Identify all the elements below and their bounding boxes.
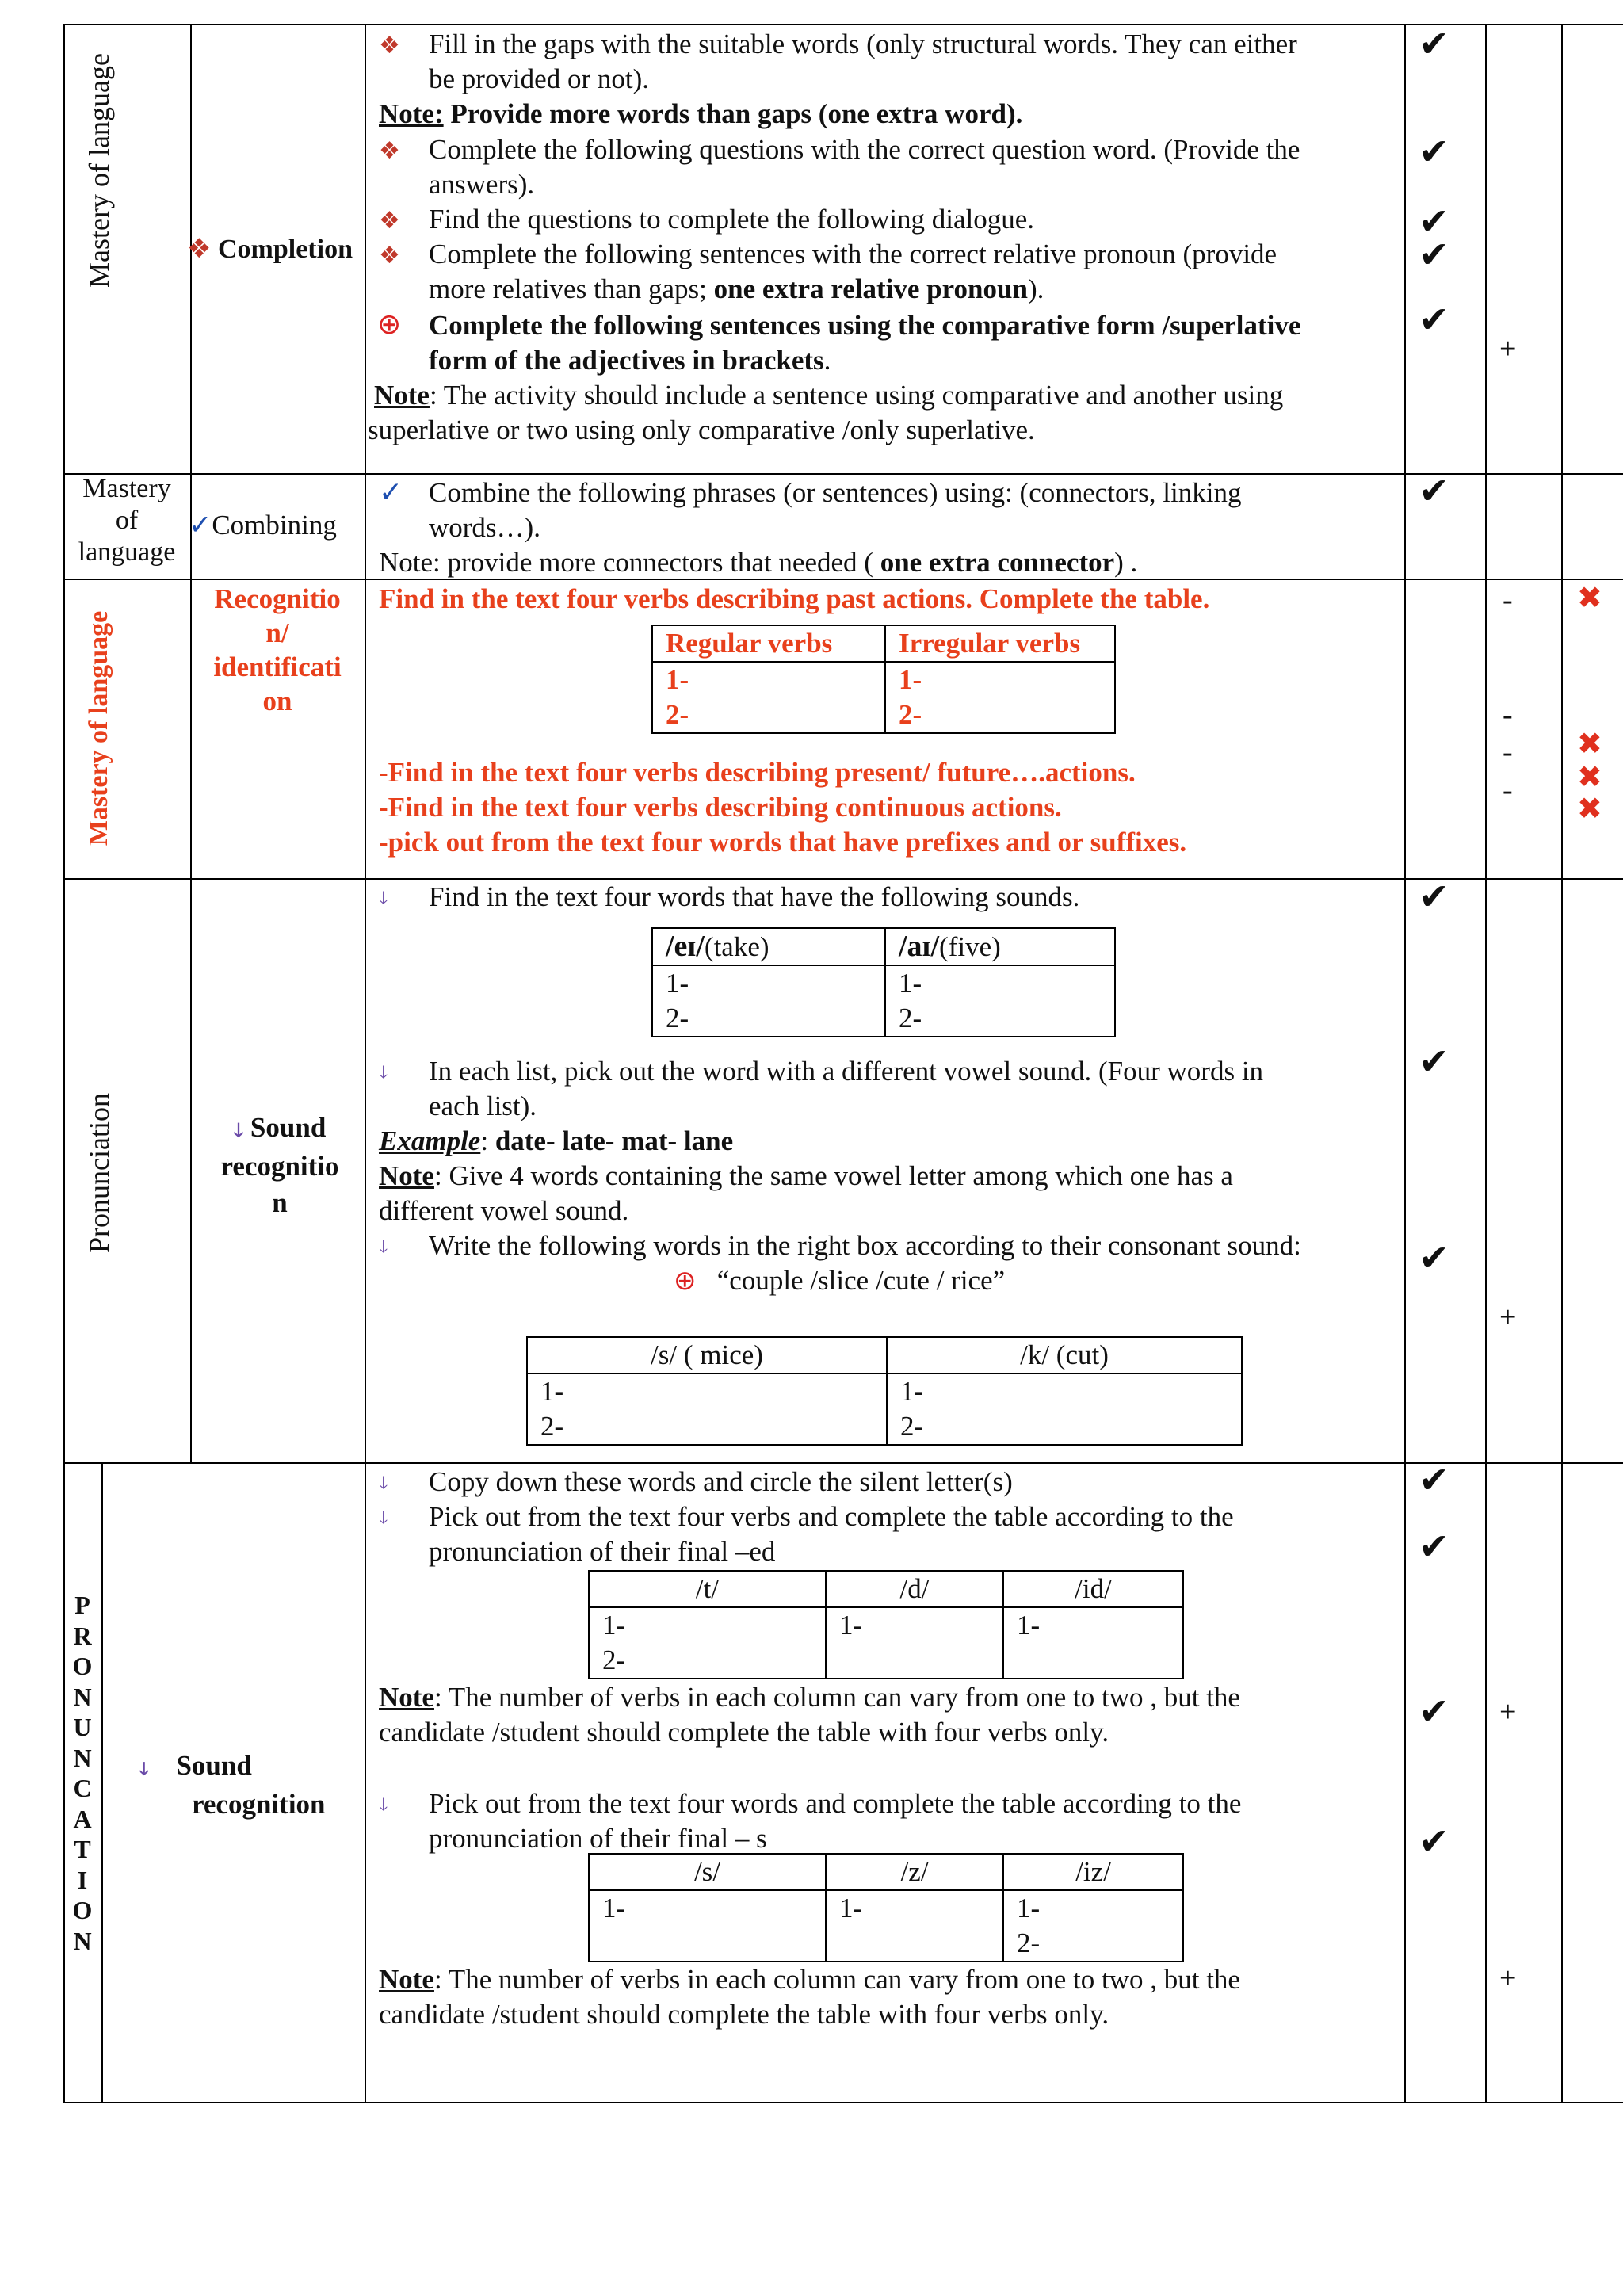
minus-mark: - <box>1503 583 1513 617</box>
item-text: -Find in the text four verbs describing continuous actions. <box>379 792 1062 823</box>
sub-label-line: recognitio <box>220 1151 339 1182</box>
label-letter: I <box>77 1865 88 1894</box>
item-text: pronunciation of their final – s <box>429 1823 767 1854</box>
item-text: Complete the following questions with the correct question word. (Provide the <box>429 134 1300 165</box>
check-bullet-icon: ✓ <box>379 476 403 509</box>
row-label-line: Mastery <box>82 474 171 503</box>
table-header: Irregular verbs <box>885 625 1115 662</box>
consonant-table <box>526 1336 1243 1446</box>
table-header: /s/ <box>589 1854 826 1890</box>
minus-mark: - <box>1503 774 1513 807</box>
label-letter: O <box>72 1896 93 1924</box>
item-text: In each list, pick out the word with a different vowel sound. (Four words in <box>429 1056 1264 1087</box>
cell-line: 2- <box>899 1003 922 1033</box>
item-text: Find in the text four verbs describing past actions. Complete the table. <box>379 583 1210 614</box>
verbs-table <box>651 625 1116 734</box>
item-text: Find in the text four words that have the following sounds. <box>429 881 1080 912</box>
note-text: : Give 4 words containing the same vowel letter among which one has a <box>433 1160 1233 1191</box>
note-label: Note <box>379 1964 434 1995</box>
note-line <box>374 378 1283 413</box>
arrow-bullet-icon: 🡓 <box>379 888 388 908</box>
row-label-pronunciation-vertical <box>63 1590 101 1956</box>
table-cell <box>1003 1890 1183 1962</box>
label-letter: R <box>73 1621 92 1650</box>
note-label: Note <box>379 1682 434 1713</box>
words-text: “couple /slice /cute / rice” <box>716 1265 1006 1296</box>
note-bold: one extra connector <box>880 547 1115 578</box>
table-cell <box>887 1373 1242 1445</box>
arrow-bullet-icon: 🡓 <box>379 1473 388 1493</box>
item-text: -pick out from the text four words that have prefixes and or suffixes. <box>379 827 1187 858</box>
circled-plus-icon: ⊕ <box>377 308 402 341</box>
check-mark-icon: ✔ <box>1419 1820 1449 1862</box>
sub-label-line: Recognitio <box>214 583 341 614</box>
check-mark-icon: ✔ <box>1419 875 1449 918</box>
cell-line: 1- <box>839 1893 863 1924</box>
arrow-bullet-icon: 🡓 <box>379 1237 388 1257</box>
phoneme: /aɪ/ <box>899 930 940 963</box>
note-text: : The number of verbs in each column can vary from one to two , but the <box>433 1682 1240 1713</box>
check-mark-icon: ✔ <box>1419 1458 1449 1501</box>
item-text: Complete the following sentences with the correct relative pronoun (provide <box>429 239 1277 269</box>
note-text: Note: provide more connectors that needed ( <box>379 547 873 578</box>
sounds-table <box>651 927 1116 1037</box>
cell-line: 1- <box>666 664 689 695</box>
sub-label-sound-recognition <box>195 1110 365 1221</box>
sub-label-text: Combining <box>212 510 337 541</box>
item-text <box>429 343 831 378</box>
item-text-part: more relatives than gaps; <box>429 273 707 304</box>
diamond-bullet-icon: ❖ <box>379 32 400 59</box>
arrow-bullet-icon: 🡓 <box>379 1508 388 1528</box>
table-header: /iz/ <box>1003 1854 1183 1890</box>
example-word: (take) <box>704 931 769 962</box>
note-label: Note <box>374 380 430 411</box>
minus-mark: - <box>1503 698 1513 732</box>
check-mark-icon: ✔ <box>1419 22 1449 65</box>
check-mark-icon: ✔ <box>1419 1236 1449 1279</box>
check-bullet-icon: ✓ <box>189 510 212 541</box>
cross-mark-icon: ✖ <box>1577 580 1602 615</box>
table-cell <box>885 662 1115 733</box>
check-mark-icon: ✔ <box>1419 1690 1449 1733</box>
label-letter: U <box>73 1713 92 1741</box>
cell-line: 1- <box>602 1610 626 1641</box>
sub-label-line: Sound <box>176 1750 252 1781</box>
cell-line: 2- <box>602 1645 626 1675</box>
row-label-line: of <box>115 506 139 535</box>
example-line: Example: date- late- mat- lane <box>379 1125 734 1156</box>
table-cell <box>652 965 885 1037</box>
sub-label-sound-recognition <box>139 1748 326 1822</box>
row-label-mastery: Mastery of language <box>83 53 115 288</box>
grid-line <box>63 24 1623 25</box>
table-header: /d/ <box>826 1571 1003 1607</box>
diamond-bullet-icon: ❖ <box>379 137 400 165</box>
item-text-bold: form of the adjectives in brackets <box>429 345 824 376</box>
item-text: be provided or not). <box>429 63 649 94</box>
note-text: : The number of verbs in each column can vary from one to two , but the <box>433 1964 1240 1995</box>
check-mark-icon: ✔ <box>1419 233 1449 276</box>
cell-line: 1- <box>1017 1610 1041 1641</box>
item-text-part: ). <box>1027 273 1044 304</box>
item-text: answers). <box>429 169 535 200</box>
label-letter: N <box>73 1926 92 1955</box>
s-table <box>588 1853 1184 1962</box>
table-cell <box>589 1890 826 1962</box>
item-text: Complete the following sentences using the comparative form /superlative <box>429 310 1301 341</box>
note-label: Note <box>379 1160 434 1191</box>
table-header: /z/ <box>826 1854 1003 1890</box>
check-mark-icon: ✔ <box>1419 200 1449 243</box>
table-cell <box>589 1607 826 1679</box>
table-header <box>885 928 1115 965</box>
label-letter: N <box>73 1682 92 1711</box>
sub-label-line: identificati <box>213 651 342 682</box>
sub-label-completion <box>187 231 353 267</box>
item-text: Write the following words in the right box according to their consonant sound: <box>429 1230 1301 1261</box>
cell-line: 1- <box>666 968 689 999</box>
check-mark-icon: ✔ <box>1419 1040 1449 1083</box>
label-letter: O <box>72 1652 93 1680</box>
plus-mark: + <box>1499 1695 1517 1729</box>
item-text-part: . <box>823 345 831 376</box>
grid-line <box>63 473 1623 475</box>
note-line <box>379 545 1137 580</box>
plus-mark: + <box>1499 332 1517 365</box>
item-text-bold: one extra relative pronoun <box>713 273 1028 304</box>
sub-label-combining <box>189 508 337 543</box>
grid-line <box>1485 24 1487 2102</box>
note-line: candidate /student should complete the table with four verbs only. <box>379 1999 1109 2030</box>
example-word: (five) <box>939 931 1001 962</box>
table-cell <box>652 662 885 733</box>
diamond-bullet-icon: ❖ <box>379 207 400 235</box>
table-header: /id/ <box>1003 1571 1183 1607</box>
label-letter: T <box>74 1835 91 1863</box>
item-text <box>429 272 1044 307</box>
diamond-bullet-icon: ❖ <box>187 233 212 265</box>
grid-line <box>365 24 366 2102</box>
ed-table <box>588 1570 1184 1679</box>
cell-line: 1- <box>602 1893 626 1924</box>
arrow-bullet-icon: 🡓 <box>379 1795 388 1815</box>
grid-line <box>1561 24 1563 2102</box>
item-text: Copy down these words and circle the silent letter(s) <box>429 1466 1013 1497</box>
arrow-bullet-icon: 🡓 <box>379 1063 388 1083</box>
table-header: /k/ (cut) <box>887 1337 1242 1373</box>
cell-line: 2- <box>540 1411 564 1442</box>
item-text: each list). <box>429 1091 537 1121</box>
grid-line <box>1404 24 1406 2102</box>
cell-line: 1- <box>540 1376 564 1407</box>
check-mark-icon: ✔ <box>1419 130 1449 173</box>
cell-line: 2- <box>666 699 689 730</box>
circled-plus-icon: ⊕ <box>674 1265 697 1297</box>
cell-line: 1- <box>899 968 922 999</box>
table-header <box>652 928 885 965</box>
item-text: words…). <box>429 512 540 543</box>
sub-label-line: on <box>262 686 292 716</box>
plus-mark: + <box>1499 1301 1517 1334</box>
plus-mark: + <box>1499 1962 1517 1995</box>
item-text: pronunciation of their final –ed <box>429 1536 776 1567</box>
table-cell <box>885 965 1115 1037</box>
row-label-mastery-red: Mastery of language <box>84 610 113 846</box>
table-cell <box>826 1607 1003 1679</box>
cross-mark-icon: ✖ <box>1577 759 1602 794</box>
cell-line: 1- <box>899 664 922 695</box>
sub-label-text: Completion <box>217 235 353 264</box>
item-text: Fill in the gaps with the suitable words (only structural words. They can either <box>429 29 1297 59</box>
note-line <box>379 1962 1240 1997</box>
check-mark-icon: ✔ <box>1419 469 1449 512</box>
arrow-bullet-icon: 🡓 <box>233 1119 244 1141</box>
note-line <box>379 1680 1240 1715</box>
note-line <box>379 1159 1233 1194</box>
grid-line <box>101 1462 103 2102</box>
label-letter: A <box>73 1804 92 1833</box>
label-letter: C <box>73 1774 92 1802</box>
words-line <box>674 1263 1005 1298</box>
table-cell <box>826 1890 1003 1962</box>
cross-mark-icon: ✖ <box>1577 726 1602 761</box>
table-cell <box>1003 1607 1183 1679</box>
note-label: Note: <box>379 98 444 129</box>
item-text: Find the questions to complete the following dialogue. <box>429 204 1035 235</box>
arrow-bullet-icon: 🡓 <box>139 1759 149 1779</box>
cell-line: 2- <box>666 1003 689 1033</box>
diamond-bullet-icon: ❖ <box>379 242 400 269</box>
cell-line: 1- <box>900 1376 924 1407</box>
cell-line: 1- <box>1017 1893 1041 1924</box>
row-label-line: language <box>78 537 176 567</box>
item-text: Pick out from the text four verbs and complete the table according to the <box>429 1501 1234 1532</box>
cell-line: 1- <box>839 1610 863 1641</box>
grid-line <box>63 2102 1623 2103</box>
cross-mark-icon: ✖ <box>1577 791 1602 826</box>
sub-label-line: n <box>272 1187 288 1218</box>
check-mark-icon: ✔ <box>1419 298 1449 341</box>
note-line: superlative or two using only comparative /only superlative. <box>368 415 1035 445</box>
item-text: Pick out from the text four words and complete the table according to the <box>429 1788 1242 1819</box>
sub-label-line: n/ <box>265 617 289 648</box>
cell-line: 2- <box>1017 1927 1041 1958</box>
table-header: /t/ <box>589 1571 826 1607</box>
minus-mark: - <box>1503 735 1513 769</box>
note-line: different vowel sound. <box>379 1195 629 1226</box>
note-text: Provide more words than gaps (one extra word). <box>450 98 1023 129</box>
sub-label-recognition <box>190 582 365 718</box>
note-line <box>379 97 1022 132</box>
sub-label-line: recognition <box>192 1789 326 1820</box>
note-text: : The activity should include a sentence using comparative and another using <box>429 380 1284 411</box>
label-letter: P <box>74 1591 90 1619</box>
row-label-pronunciation: Pronunciation <box>83 1093 115 1253</box>
table-header: Regular verbs <box>652 625 885 662</box>
cell-line: 2- <box>899 699 922 730</box>
example-text: date- late- mat- lane <box>495 1125 734 1156</box>
item-text: Combine the following phrases (or sentences) using: (connectors, linking <box>429 477 1242 508</box>
table-cell <box>527 1373 887 1445</box>
grid-line <box>63 1462 1623 1464</box>
note-text: ) . <box>1114 547 1138 578</box>
cell-line: 2- <box>900 1411 924 1442</box>
sub-label-line: Sound <box>250 1112 327 1143</box>
note-line: candidate /student should complete the table with four verbs only. <box>379 1717 1109 1748</box>
check-mark-icon: ✔ <box>1419 1525 1449 1568</box>
item-text: -Find in the text four verbs describing present/ future….actions. <box>379 757 1136 788</box>
phoneme: /eɪ/ <box>666 930 705 963</box>
example-label: Example <box>379 1125 481 1156</box>
table-header: /s/ ( mice) <box>527 1337 887 1373</box>
label-letter: N <box>73 1743 92 1772</box>
